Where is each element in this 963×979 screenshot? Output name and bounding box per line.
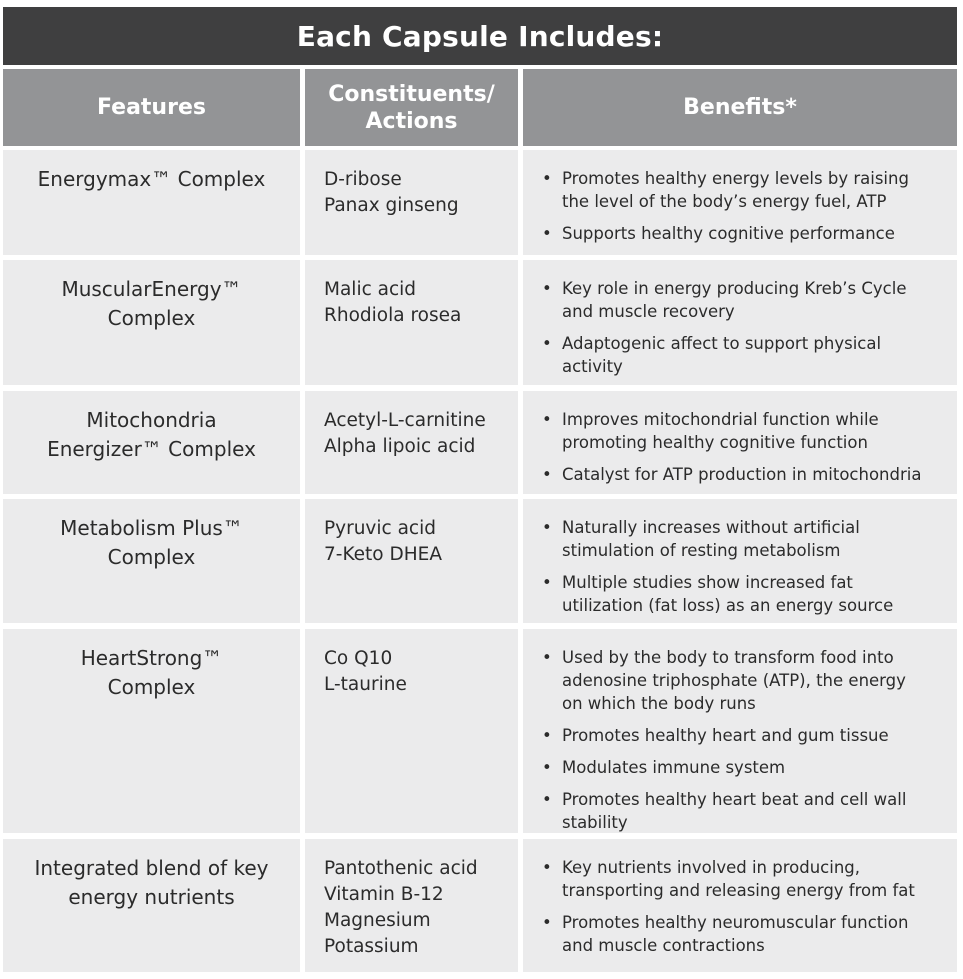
- benefit-item: [541, 756, 951, 779]
- constituent-item: Pyruvic acid: [324, 518, 436, 539]
- benefit-text-line: • Multiple studies show increased fat: [562, 573, 853, 592]
- benefit-text-line: transporting and releasing energy from fat: [562, 881, 915, 900]
- benefit-item: [541, 516, 951, 562]
- benefit-text-line: • Naturally increases without artificial: [562, 518, 860, 537]
- constituent-item: Magnesium: [324, 910, 431, 931]
- constituents-cell: [305, 629, 518, 833]
- benefit-text-line: • Used by the body to transform food into: [562, 648, 894, 667]
- constituent-item: Alpha lipoic acid: [324, 436, 476, 457]
- feature-name-line: Complex: [107, 675, 196, 699]
- constituent-item: Malic acid: [324, 279, 417, 300]
- benefit-text-line: • Promotes healthy heart beat and cell wall: [562, 790, 907, 809]
- feature-name-line: Integrated blend of key: [34, 856, 269, 880]
- benefit-item: [541, 408, 951, 454]
- benefits-list: [541, 277, 951, 378]
- feature-name-line: Complex: [107, 306, 196, 330]
- benefit-text-line: • Key role in energy producing Kreb’s Cycle: [562, 279, 907, 298]
- feature-cell: [3, 391, 300, 494]
- benefit-item: [541, 788, 951, 834]
- benefits-list: [541, 856, 951, 957]
- feature-cell: [3, 150, 300, 255]
- benefit-item: [541, 571, 951, 617]
- constituent-item: D-ribose: [324, 169, 402, 190]
- constituent-item: Panax ginseng: [324, 195, 459, 216]
- feature-name-line: Energymax™ Complex: [37, 167, 266, 191]
- benefit-item: [541, 167, 951, 213]
- benefit-text-line: • Promotes healthy neuromuscular function: [562, 913, 909, 932]
- header-constituents-line1: Constituents/: [328, 81, 495, 107]
- constituent-item: Acetyl-L-carnitine: [324, 410, 486, 431]
- constituents-cell: [305, 391, 518, 494]
- benefit-text-line: • Modulates immune system: [562, 758, 786, 777]
- benefit-text-line: • Improves mitochondrial function while: [562, 410, 879, 429]
- benefit-text-line: • Promotes healthy heart and gum tissue: [562, 726, 889, 745]
- benefits-list: [541, 516, 951, 617]
- benefits-cell: [523, 150, 957, 255]
- benefit-text-line: • Catalyst for ATP production in mitochondria: [562, 465, 922, 484]
- benefit-text-line: and muscle contractions: [562, 936, 765, 955]
- benefits-cell: [523, 260, 957, 385]
- benefits-list: [541, 646, 951, 834]
- benefit-item: [541, 277, 951, 323]
- table-title: Each Capsule Includes:: [3, 7, 957, 65]
- constituent-item: Co Q10: [324, 648, 393, 669]
- benefit-text-line: stability: [562, 813, 628, 832]
- feature-name-line: Energizer™ Complex: [47, 437, 256, 461]
- feature-name-line: HeartStrong™: [80, 646, 223, 670]
- feature-cell: [3, 629, 300, 833]
- constituent-item: Potassium: [324, 936, 419, 957]
- benefit-text-line: • Promotes healthy energy levels by raising: [562, 169, 909, 188]
- benefit-text-line: adenosine triphosphate (ATP), the energy: [562, 671, 906, 690]
- constituents-cell: [305, 150, 518, 255]
- benefits-cell: [523, 499, 957, 623]
- header-benefits: Benefits*: [523, 69, 957, 146]
- benefits-cell: [523, 391, 957, 494]
- benefit-text-line: the level of the body’s energy fuel, ATP: [562, 192, 887, 211]
- feature-name-line: energy nutrients: [68, 885, 235, 909]
- feature-cell: [3, 839, 300, 972]
- header-constituents: [305, 69, 518, 146]
- feature-name-line: Metabolism Plus™: [60, 516, 243, 540]
- benefits-cell: [523, 629, 957, 833]
- benefit-item: [541, 222, 951, 245]
- benefit-item: [541, 911, 951, 957]
- benefit-text-line: • Adaptogenic affect to support physical: [562, 334, 882, 353]
- feature-cell: [3, 260, 300, 385]
- constituent-item: Pantothenic acid: [324, 858, 478, 879]
- benefit-text-line: promoting healthy cognitive function: [562, 433, 868, 452]
- benefit-item: [541, 856, 951, 902]
- feature-name-line: Mitochondria: [86, 408, 217, 432]
- benefit-text-line: • Key nutrients involved in producing,: [562, 858, 860, 877]
- benefit-item: [541, 724, 951, 747]
- header-features: Features: [3, 69, 300, 146]
- benefit-text-line: on which the body runs: [562, 694, 756, 713]
- constituent-item: Rhodiola rosea: [324, 305, 462, 326]
- benefit-item: [541, 332, 951, 378]
- benefit-text-line: utilization (fat loss) as an energy source: [562, 596, 894, 615]
- feature-name-line: Complex: [107, 545, 196, 569]
- constituents-cell: [305, 260, 518, 385]
- benefit-text-line: and muscle recovery: [562, 302, 735, 321]
- header-constituents-line2: Actions: [365, 108, 458, 134]
- benefit-text-line: stimulation of resting metabolism: [562, 541, 841, 560]
- constituent-item: L-taurine: [324, 674, 407, 695]
- benefit-text-line: • Supports healthy cognitive performance: [562, 224, 895, 243]
- benefits-list: [541, 408, 951, 486]
- benefit-item: [541, 463, 951, 486]
- benefits-list: [541, 167, 951, 245]
- feature-cell: [3, 499, 300, 623]
- benefits-cell: [523, 839, 957, 972]
- benefit-item: [541, 646, 951, 715]
- constituent-item: 7-Keto DHEA: [324, 544, 442, 565]
- constituent-item: Vitamin B-12: [324, 884, 444, 905]
- feature-name-line: MuscularEnergy™: [61, 277, 242, 301]
- constituents-cell: [305, 499, 518, 623]
- benefit-text-line: activity: [562, 357, 623, 376]
- constituents-cell: [305, 839, 518, 972]
